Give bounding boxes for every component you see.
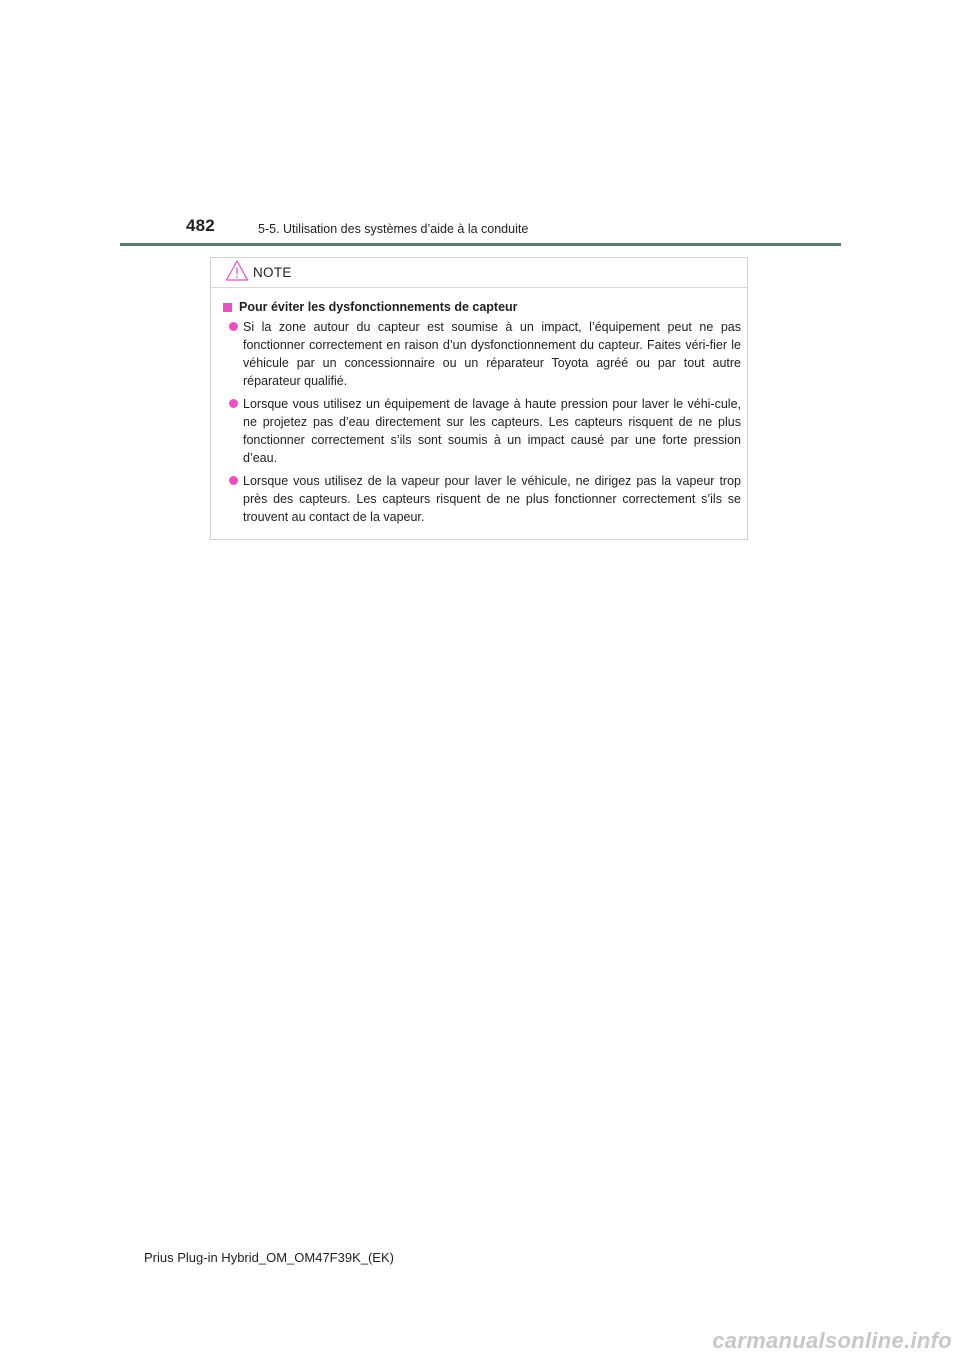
list-item <box>223 395 741 467</box>
list-item <box>223 472 741 526</box>
list-item-text: Si la zone autour du capteur est soumise à un impact, l’équipement peut ne pas fonctionner correctement en raison d’un dysfonctionnement du capteur. Faites véri-fier le véhicule par un concessionnaire ou un réparateur Toyota agréé ou par tout autre réparateur qualifié. <box>243 320 741 388</box>
list-item <box>223 318 741 390</box>
list-item-text: Lorsque vous utilisez de la vapeur pour laver le véhicule, ne dirigez pas la vapeur trop près des capteurs. Les capteurs risquent de ne plus fonctionner correctement s’ils se trouvent au contact de la vapeur. <box>243 474 741 524</box>
section-title: 5-5. Utilisation des systèmes d’aide à la conduite <box>258 222 529 236</box>
note-body <box>211 288 747 526</box>
header-rule <box>120 243 841 246</box>
note-box <box>210 257 748 540</box>
page-number: 482 <box>186 216 215 235</box>
note-subheading <box>223 300 741 314</box>
list-item-text: Lorsque vous utilisez un équipement de lavage à haute pression pour laver le véhi-cule, ne projetez pas d’eau directement sur les capteurs. Les capteurs risquent de ne plus fonctionner correctement s’ils sont soumis à un impact causé par une forte pression d’eau. <box>243 397 741 465</box>
watermark: carmanualsonline.info <box>712 1328 952 1353</box>
note-label: NOTE <box>253 265 292 280</box>
note-header <box>211 258 747 288</box>
dot-bullet-icon <box>229 476 238 485</box>
dot-bullet-icon <box>229 322 238 331</box>
warning-triangle-icon <box>225 259 249 283</box>
subheading-text: Pour éviter les dysfonctionnements de capteur <box>239 300 518 314</box>
dot-bullet-icon <box>229 399 238 408</box>
footer-text: Prius Plug-in Hybrid_OM_OM47F39K_(EK) <box>144 1250 394 1265</box>
square-bullet-icon <box>223 303 232 312</box>
